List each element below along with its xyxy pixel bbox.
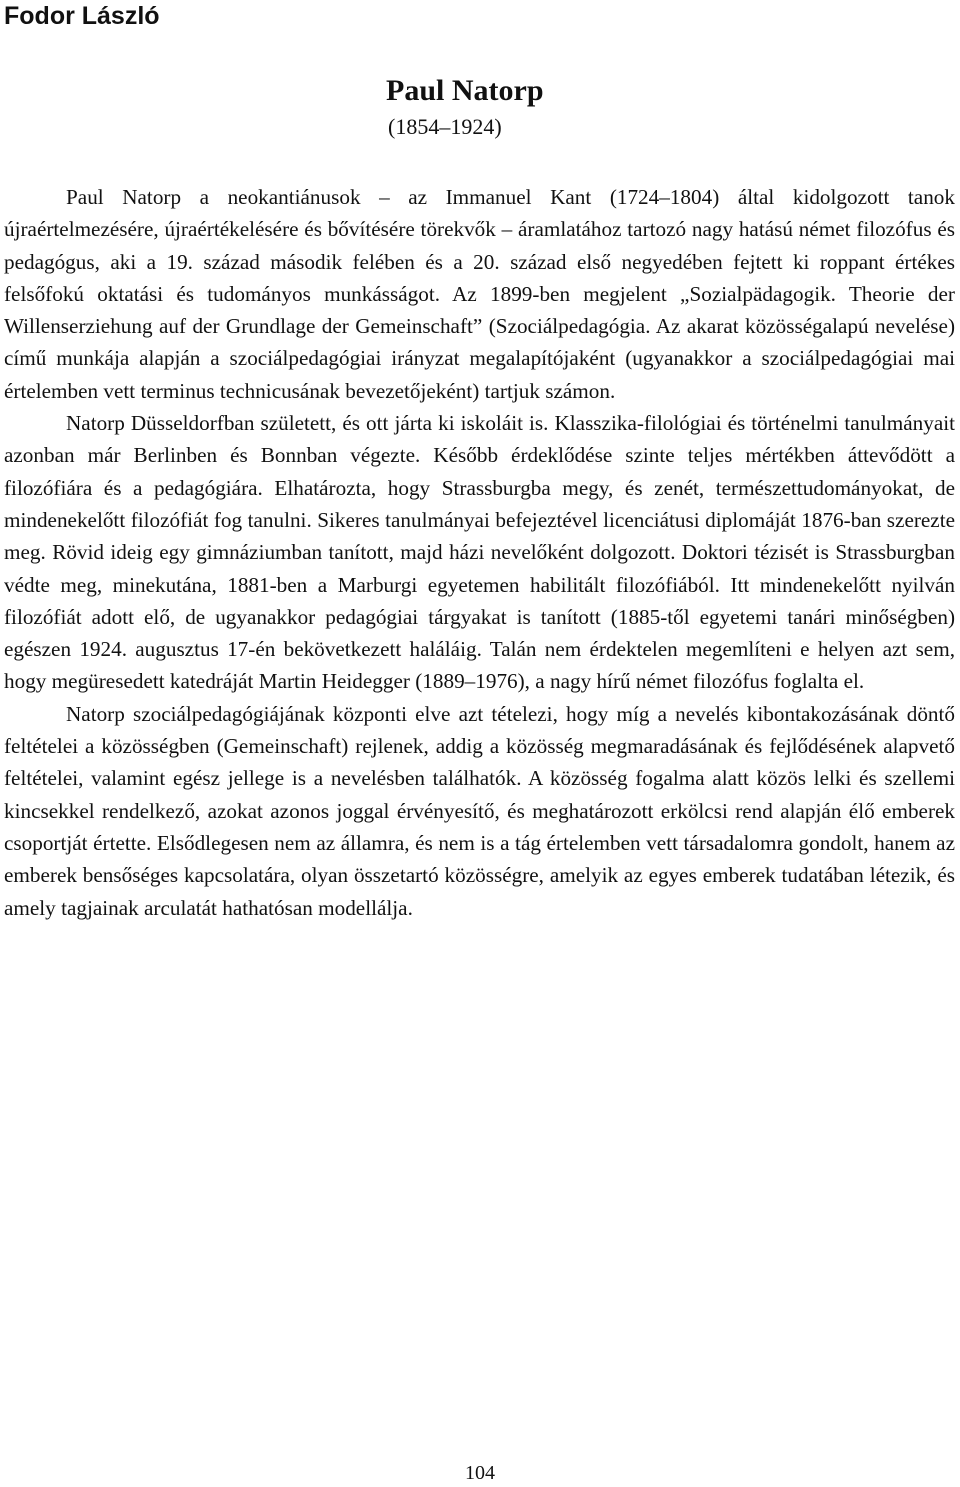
article-body (4, 181, 955, 924)
article-title: Paul Natorp (386, 74, 544, 107)
paragraph-1: Paul Natorp a neokantiánusok – az Immanuel Kant (1724–1804) által kidolgozott tanok újraértelmezésére, újraértékelésére és bővítésére törekvők – áramlatához tartozó nagy hatású német filozófus és pedagógus, aki a 19. század második felében és a 20. század első negyedében fejtett ki roppant értékes felsőfokú oktatási és tudományos munkásságot. Az 1899-ben megjelent „Sozialpädagogik. Theorie der Willenserziehung auf der Grundlage der Gemeinschaft” (Szociálpedagógia. Az akarat közösségalapú nevelése) című munkája alapján a szociálpedagógiai irányzat megalapítójaként (ugyanakkor a szociálpedagógiai mai értelemben vett terminus technicusának bevezetőjeként) tartjuk számon. (4, 185, 955, 403)
life-dates: (1854–1924) (388, 114, 502, 139)
page-number: 104 (465, 1462, 495, 1484)
paragraph-2: Natorp Düsseldorfban született, és ott járta ki iskoláit is. Klasszika-filológiai és történelmi tanulmányait azonban már Berlinben és Bonnban végezte. Később érdeklődése szinte teljes mértékben áttevődött a filozófiára és a pedagógiára. Elhatározta, hogy Strassburgba megy, és zenét, természettudományokat, de mindenekelőtt filozófiát fog tanulni. Sikeres tanulmányai befejeztével licenciátusi diplomáját 1876-ban szerezte meg. Rövid ideig egy gimnáziumban tanított, majd házi nevelőként dolgozott. Doktori tézisét is Strassburgban védte meg, minekutána, 1881-ben a Marburgi egyetemen habilitált filozófiából. Itt mindenekelőtt nyilván filozófiát adott elő, de ugyanakkor pedagógiai tárgyakat is tanított (1885-től egyetemi tanári minőségben) egészen 1924. augusztus 17-én bekövetkezett haláláig. Talán nem érdektelen megemlíteni e helyen azt sem, hogy megüresedett katedráját Martin Heidegger (1889–1976), a nagy hírű német filozófus foglalta el. (4, 411, 955, 694)
author-name: Fodor László (4, 2, 160, 30)
paragraph-3: Natorp szociálpedagógiájának központi elve azt tételezi, hogy míg a nevelés kibontakozásának döntő feltételei a közösségben (Gemeinschaft) rejlenek, addig a közösség megmaradásának és fejlődésének alapvető feltételei, valamint egész jellege is a nevelésben találhatók. A közösség fogalma alatt közös lelki és szellemi kincsekkel rendelkező, azokat azonos joggal érvényesítő, és meghatározott erkölcsi rend alapján élő emberek csoportját értette. Elsődlegesen nem az államra, és nem is a tág értelemben vett társadalomra gondolt, hanem az emberek bensőséges kapcsolatára, olyan összetartó közösségre, amelyik az egyes emberek tudatában létezik, és amely tagjainak arculatát hathatósan modellálja. (4, 701, 955, 920)
